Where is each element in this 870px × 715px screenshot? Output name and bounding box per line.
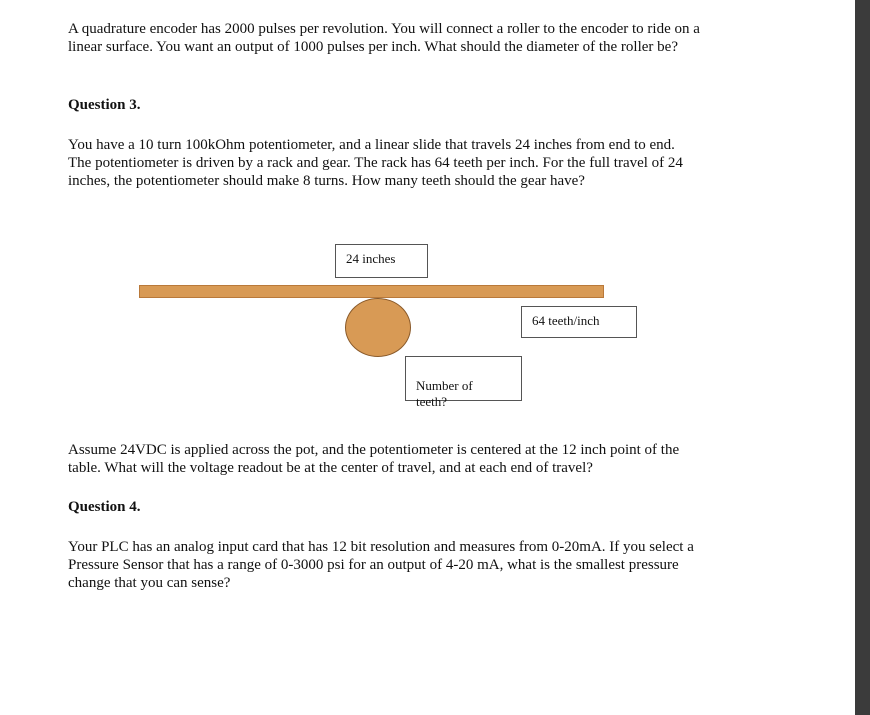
question-4-body: Your PLC has an analog input card that has 12 bit resolution and measures from 0-20mA. If you select a Pressure Sensor that has a range of 0-3000 psi for an output of 4-20 mA, what is the smallest pressure change that you can sense? [68, 539, 694, 591]
rack-label: 64 teeth/inch [532, 313, 600, 328]
question-3-body: You have a 10 turn 100kOhm potentiometer, and a linear slide that travels 24 inches from end to end. The potentiometer is driven by a rack and gear. The rack has 64 teeth per inch. For the full travel of 24 inches, the potentiometer should make 8 turns. How many teeth should the gear have? [68, 137, 683, 189]
gear-label-box [405, 356, 522, 409]
question-4-heading: Question 4. [68, 499, 141, 515]
gear-label: Number of teeth? [416, 378, 473, 409]
question-3-followup: Assume 24VDC is applied across the pot, and the potentiometer is centered at the 12 inch point of the table. What will the voltage readout be at the center of travel, and at each end of travel? [68, 442, 680, 476]
question-3-heading: Question 3. [68, 97, 141, 113]
window-edge [855, 0, 870, 715]
rack-label-box [521, 306, 637, 338]
length-label: 24 inches [346, 251, 396, 266]
rack-bar [139, 285, 604, 298]
encoder-question-text: A quadrature encoder has 2000 pulses per revolution. You will connect a roller to the encoder to ride on a linear surface. You want an output of 1000 pulses per inch. What should the diameter of the roller be? [68, 21, 700, 55]
length-label-box [335, 244, 428, 278]
gear-circle [345, 298, 411, 357]
